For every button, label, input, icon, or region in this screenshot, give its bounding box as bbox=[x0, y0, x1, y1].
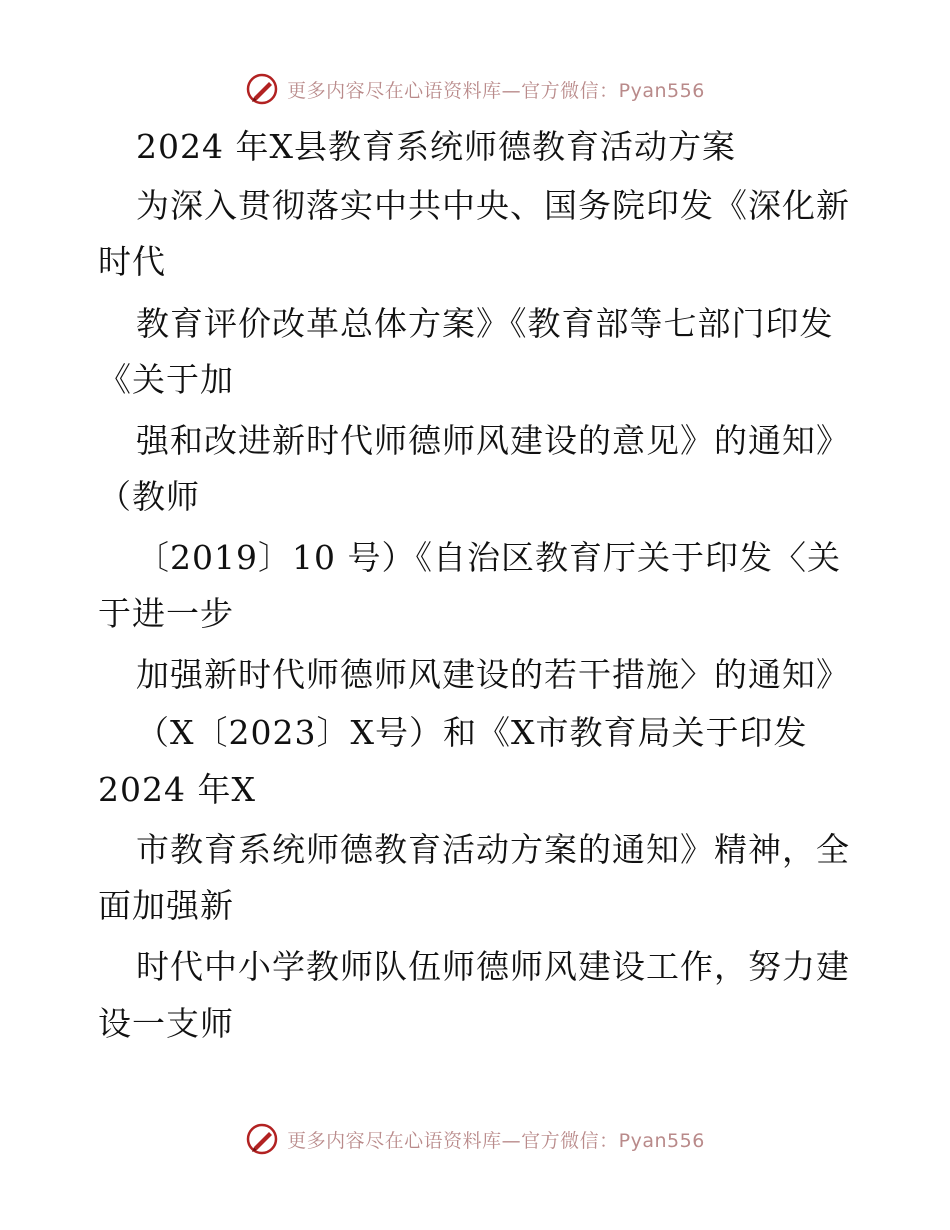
paragraph-line: 时代中小学教师队伍师德师风建设工作，努力建 bbox=[136, 947, 850, 986]
watermark-text: 更多内容尽在心语资料库—官方微信：Pyan556 bbox=[287, 79, 705, 102]
paragraph-line: 加强新时代师德师风建设的若干措施〉的通知》 bbox=[136, 655, 850, 694]
watermark-footer bbox=[0, 1122, 950, 1156]
paragraph-line: 教育评价改革总体方案》《教育部等七部门印发 bbox=[136, 304, 834, 343]
paragraph-line: 于进一步 bbox=[98, 594, 234, 633]
paragraph-line: 〔2019〕10 号）《自治区教育厅关于印发〈关 bbox=[136, 538, 841, 577]
paragraph-line: 《关于加 bbox=[98, 360, 234, 399]
document-title: 2024 年X县教育系统师德教育活动方案 bbox=[136, 127, 736, 166]
pen-logo-icon bbox=[245, 1122, 279, 1156]
paragraph-line: 强和改进新时代师德师风建设的意见》的通知》 bbox=[136, 421, 850, 460]
paragraph-line: （教师 bbox=[98, 477, 200, 516]
paragraph-line: 时代 bbox=[98, 242, 166, 281]
paragraph-line: 设一支师 bbox=[98, 1004, 234, 1043]
paragraph-line: 为深入贯彻落实中共中央、国务院印发《深化新 bbox=[136, 186, 850, 225]
paragraph-line: （X〔2023〕X号）和《X市教育局关于印发 bbox=[136, 713, 808, 752]
paragraph-line: 市教育系统师德教育活动方案的通知》精神，全 bbox=[136, 830, 850, 869]
paragraph-line: 面加强新 bbox=[98, 886, 234, 925]
paragraph-line: 2024 年X bbox=[98, 770, 256, 809]
watermark-text: 更多内容尽在心语资料库—官方微信：Pyan556 bbox=[287, 1129, 705, 1152]
